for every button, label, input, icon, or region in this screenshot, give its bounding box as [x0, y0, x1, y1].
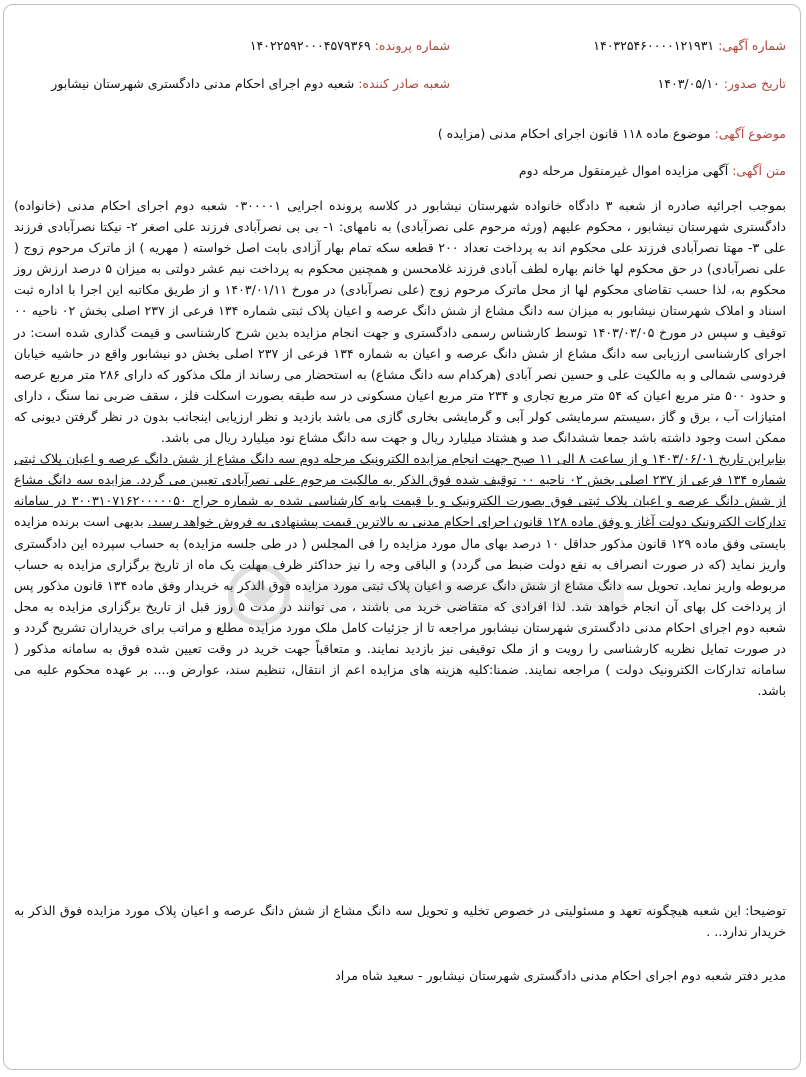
notice-number — [593, 37, 786, 55]
case-number-value: ۱۴۰۲۲۵۹۲۰۰۰۴۵۷۹۳۶۹ — [249, 38, 371, 53]
text-heading-label: متن آگهی: — [732, 163, 786, 178]
issuer-label: شعبه صادر کننده: — [358, 76, 450, 91]
issue-date-value: ۱۴۰۳/۰۵/۱۰ — [657, 76, 720, 91]
text-heading-value: آگهی مزایده اموال غیرمنقول مرحله دوم — [518, 163, 729, 178]
notice-body — [14, 195, 786, 701]
subject-label: موضوع آگهی: — [714, 126, 786, 141]
notice-page — [3, 4, 801, 1070]
issue-date — [658, 75, 786, 93]
issuer-value: شعبه دوم اجرای احکام مدنی دادگستری شهرستان نیشابور — [51, 76, 355, 91]
issuer — [51, 75, 450, 93]
case-number — [250, 37, 450, 55]
auction-terms-text: بدیهی است برنده مزایده بایستی وفق ماده ۱۲۹ قانون مذکور حداقل ۱۰ درصد بهای مال مورد مزایده را فی المجلس ( در طی جلسه مزایده) به حساب سپرده این دادگستری واریز نماید (که در صورت انصراف به نفع دولت ضبط می گردد) و الباقی وجه را نیز حداکثر ظرف مهلت یک ماه از تاریخ برگزاری مزایده به حساب مربوطه واریز نماید. تحویل سه دانگ مشاع از شش دانگ عرصه و اعیان پلاک ثبتی مورد مزایده فوق الذکر به خریدار وفق ماده ۱۳۴ قانون مذکور پس از پرداخت کل بهای آن انجام خواهد شد. لذا افرادی که متقاضی خرید می باشند ، می توانند در مدت ۵ روز قبل از تاریخ برگزاری مزایده به محل شعبه دوم اجرای احکام مدنی دادگستری شهرستان نیشابور مراجعه تا از جزئیات کامل ملک مورد مزایده مطلع و مراتب برای خریداران تشریح گردد و در صورت تمایل نظریه کارشناسی را رویت و از ملک توقیفی نیز بازدید نمایند. و متعاقباً جهت خرید در وقت تعیین شده فوق به سامانه مذکور ( سامانه تدارکات الکترونیک دولت ) مراجعه نمایند. ضمنا:کلیه هزینه های مزایده اعم از انتقال، تنظیم سند، عوارض و.... بر عهده محکوم علیه می باشد. — [14, 514, 786, 699]
notice-number-label: شماره آگهی: — [718, 38, 786, 53]
body-paragraph-1: بموجب اجرائیه صادره از شعبه ۳ دادگاه خانواده شهرستان نیشابور در کلاسه پرونده اجرایی ۰۳۰۰۰۰۱ شعبه دوم اجرای احکام مدنی (خانواده) دادگستری شهرستان نیشابور ، محکوم علیهم (ورثه مرحوم علی نصرآبادی) به نامهای: ۱- بی بی نصرآبادی فرزند علی اصغر ۲- نیکتا نصرآبادی فرزند علی ۳- مهتا نصرآبادی فرزند علی محکوم اند به پرداخت تعداد ۲۰۰ قطعه سکه تمام بهار آزادی بابت اصل خواسته ( مهریه ) از ماترک مرحوم زوج ( علی نصرآبادی) در حق محکوم لها خانم بهاره لطف آبادی فرزند غلامحسن و همچنین محکوم به پرداخت نیم عشر دولتی به میزان ۵ درصد ارزش روز محکوم به، لذا حسب تقاضای محکوم لها از محل ماترک مرحوم زوج (علی نصرآبادی) در مورخ ۱۴۰۳/۰۱/۱۱ و از طریق مکاتبه این اجرا با اداره ثبت اسناد و املاک شهرستان نیشابور به میزان سه دانگ مشاع از شش دانگ عرصه و اعیان پلاک ثبتی شماره ۱۳۴ فرعی از ۲۳۷ اصلی بخش ۰۲ ناحیه ۰۰ توقیف و سپس در مورخ ۱۴۰۳/۰۳/۰۵ توسط کارشناس رسمی دادگستری و جهت انجام مزایده بدین شرح کارشناسی و قیمت گذاری شده است: در اجرای کارشناسی ارزیابی سه دانگ مشاع از شش دانگ عرصه و اعیان به شماره ۱۳۴ فرعی از ۲۳۷ اصلی بخش دو نیشابور واقع در حاشیه خیابان فردوسی شمالی و به مالکیت علی و حسین نصر آبادی (هرکدام سه دانگ مشاع) به استحضار می رساند از ملک مذکور که دارای ۲۸۶ متر مربع عرصه و حدود ۵۰۰ متر مربع اعیان که ۵۴ متر مربع تجاری و ۲۳۴ متر مربع اعیان مسکونی در سه طبقه بصورت اسکلت فلز ، سقف ضربی نما سنگ ، دارای امتیازات آب ، برق و گاز ،سیستم سرمایشی کولر آبی و گرمایشی بخاری گازی می باشد بازدید و نظر ارزیابی اینجانب بدون در نظر گرفتن دیونی که ممکن است وجود داشته باشد جمعا ششدانگ صد و هشتاد میلیارد ریال و جهت سه دانگ مشاع نود میلیارد ریال می باشد. — [14, 198, 787, 446]
notice-note: توضیحا: این شعبه هیچگونه تعهد و مسئولیتی در خصوص تخلیه و تحویل سه دانگ مشاع از شش دانگ عرصه و اعیان پلاک مورد مزایده فوق الذکر به خریدار ندارد.. . — [14, 903, 786, 939]
notice-text-heading — [519, 162, 786, 180]
body-paragraph-2 — [14, 448, 786, 701]
notice-subject — [438, 125, 786, 143]
issue-date-label: تاریخ صدور: — [723, 76, 786, 91]
subject-value: موضوع ماده ۱۱۸ قانون اجرای احکام مدنی (مزایده ) — [437, 126, 711, 141]
case-number-label: شماره پرونده: — [374, 38, 450, 53]
auction-schedule-text: بنابراین تاریخ ۱۴۰۳/۰۶/۰۱ و از ساعت ۸ الی ۱۱ صبح جهت انجام مزایده الکترونیک مرحله دوم سه دانگ مشاع از شش دانگ عرصه و اعیان پلاک ثبتی شماره ۱۳۴ فرعی از ۲۳۷ اصلی بخش ۰۲ ناحیه ۰۰ توقیف شده فوق الذکر به مالکیت مرحوم علی نصرآبادی تعیین می گردد. مزایده سه دانگ مشاع از شش دانگ عرصه و اعیان پلاک ثبتی فوق بصورت الکترونیک و با قیمت پایه کارشناسی شده به شماره حراج ۳۰۰۳۱۰۷۱۶۲۰۰۰۰۰۵۰ در سامانه تدارکات الکترونیک دولت آغاز و وفق ماده ۱۲۸ قانون اجرای احکام مدنی به بالاترین قیمت پیشنهادی به فروش خواهد رسید. — [14, 451, 787, 530]
notice-number-value: ۱۴۰۳۲۵۴۶۰۰۰۰۱۲۱۹۳۱ — [593, 38, 715, 53]
notice-signature: مدیر دفتر شعبه دوم اجرای احکام مدنی دادگستری شهرستان نیشابور - سعید شاه مراد — [335, 968, 786, 983]
